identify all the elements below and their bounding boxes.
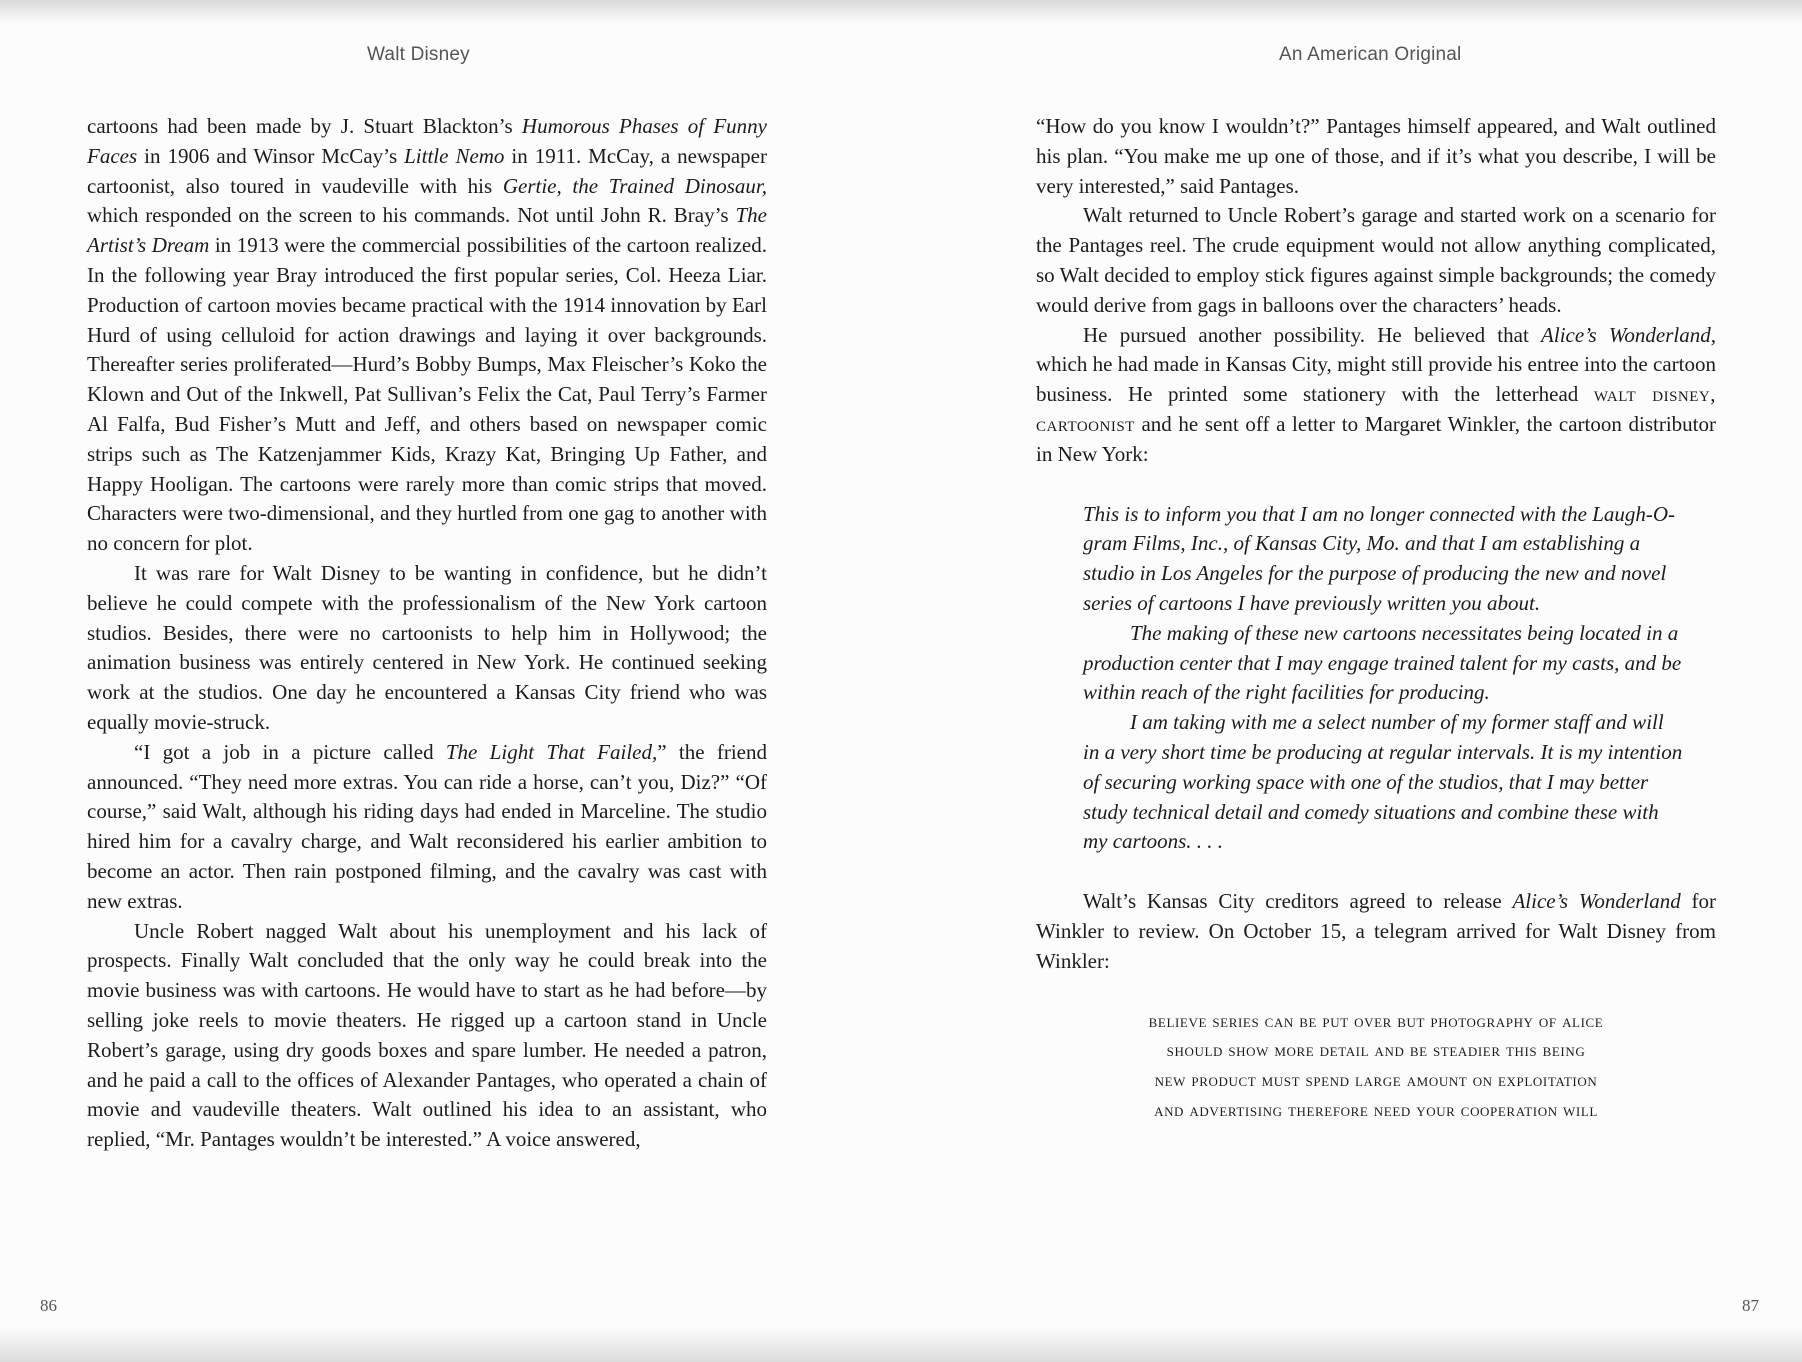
body-paragraph: [1036, 321, 1716, 470]
body-paragraph: [87, 112, 767, 559]
text-run: in 1906 and Winsor McCay’s: [137, 143, 405, 168]
telegram-line: and advertising therefore need your cooperation will: [1154, 1099, 1598, 1121]
page-number-right: 87: [1742, 1296, 1759, 1315]
body-paragraph: [87, 738, 767, 917]
text-run: which he had made in Kansas City, might still provide his entree into the cartoon business. He printed some stationery with the letterhead: [1036, 352, 1716, 407]
letter-paragraph: The making of these new cartoons necessitates being located in a production center that I may engage trained talent for my casts, and be within reach of the right facilities for producing.: [1083, 620, 1682, 705]
body-paragraph: [1036, 887, 1716, 976]
letter-paragraph: I am taking with me a select number of my former staff and will in a very short time be producing at regular intervals. It is my intention of securing working space with one of the studios, that I may better study technical detail and comedy situations and combine these with my cartoons. . . .: [1083, 710, 1683, 854]
telegram-line: believe series can be put over but photography of alice: [1148, 1010, 1604, 1032]
body-paragraph: Uncle Robert nagged Walt about his unemployment and his lack of prospects. Finally Walt concluded that the only way he could break into the movie business was with cartoons. He would have to start as he had before—by selling joke reels to movie theaters. He rigged up a cartoon stand in Uncle Robert’s garage, using dry goods boxes and spare lumber. He needed a patron, and he paid a call to the offices of Alexander Pantages, who operated a chain of movie and vaudeville theaters. Walt outlined his idea to an assistant, who replied, “Mr. Pantages wouldn’t be interested.” A voice answered,: [87, 918, 767, 1152]
telegram-line: new product must spend large amount on exploitation: [1154, 1070, 1598, 1092]
body-paragraph: It was rare for Walt Disney to be wanting in confidence, but he didn’t believe he could compete with the professionalism of the New York cartoon studios. Besides, there were no cartoonists to help him in Hollywood; the animation business was entirely centered in New York. He continued seeking work at the studios. One day he encountered a Kansas City friend who was equally movie-struck.: [87, 560, 767, 734]
telegram-line: should show more detail and be steadier this being: [1166, 1040, 1586, 1062]
text-run: He pursued another possibility. He believed that: [1083, 322, 1542, 347]
text-run: “I got a job in a picture called: [134, 739, 446, 764]
text-run: for Winkler to review. On October 15, a telegram arrived for Walt Disney from Winkler:: [1036, 889, 1716, 973]
quoted-letter: [1083, 500, 1683, 858]
text-run: which responded on the screen to his commands. Not until John R. Bray’s: [87, 203, 736, 228]
text-run: in 1911. McCay, a newspaper cartoonist, also toured in vaudeville with his: [87, 143, 767, 198]
body-paragraph: Walt returned to Uncle Robert’s garage and started work on a scenario for the Pantages reel. The crude equipment would not allow anything complicated, so Walt decided to employ stick figures against simple backgrounds; the comedy would derive from gags in balloons over the characters’ heads.: [1036, 203, 1716, 317]
right-page: [901, 0, 1802, 1362]
letter-paragraph: This is to inform you that I am no longer connected with the Laugh-O-gram Films, Inc., of Kansas City, Mo. and that I am establishing a studio in Los Angeles for the purpose of producing the new and novel series of cartoons I have previously written you about.: [1083, 501, 1676, 615]
telegram-quote: [1036, 1007, 1716, 1126]
film-title: The Artist’s Dream: [87, 203, 767, 258]
left-page-body: [87, 112, 767, 1155]
text-run: Walt’s Kansas City creditors agreed to release: [1083, 889, 1513, 914]
text-run: ” the friend announced. “They need more extras. You can ride a horse, can’t you, Diz?” “Of course,” said Walt, although his riding days had ended in Marceline. The studio hired him for a cavalry charge, and Walt reconsidered his earlier ambition to become an actor. Then rain postponed filming, and the cavalry was cast with new extras.: [87, 739, 767, 913]
text-run: in 1913 were the commercial possibilities of the cartoon realized. In the following year Bray introduced the first popular series, Col. Heeza Liar. Production of cartoon movies became practical with the 1914 innovation by Earl Hurd of using celluloid for action drawings and laying it over backgrounds. Thereafter series proliferated—Hurd’s Bobby Bumps, Max Fleischer’s Koko the Klown and Out of the Inkwell, Pat Sullivan’s Felix the Cat, Paul Terry’s Farmer Al Falfa, Bud Fisher’s Mutt and Jeff, and others based on newspaper comic strips such as The Katzenjammer Kids, Krazy Kat, Bringing Up Father, and Happy Hooligan. The cartoons were rarely more than comic strips that moved. Characters were two-dimensional, and they hurtled from one gag to another with no concern for plot.: [87, 233, 767, 556]
film-title: The Light That Failed,: [445, 739, 658, 764]
film-title: Humorous Phases of Funny Faces: [87, 114, 767, 168]
film-title: Alice’s Wonderland: [1512, 889, 1681, 914]
film-title: Gertie, the Trained Dinosaur,: [502, 173, 767, 198]
body-paragraph: “How do you know I wouldn’t?” Pantages himself appeared, and Walt outlined his plan. “You make me up one of those, and if it’s what you describe, I will be very interested,” said Pantages.: [1036, 114, 1716, 198]
running-head-left: Walt Disney: [367, 44, 470, 65]
letterhead-text: walt disney, cartoonist: [1036, 382, 1716, 436]
film-title: Alice’s Wonderland,: [1541, 322, 1716, 347]
text-run: cartoons had been made by J. Stuart Blackton’s: [87, 114, 522, 138]
page-number-left: 86: [40, 1296, 57, 1315]
text-run: and he sent off a letter to Margaret Winkler, the cartoon distributor in New York:: [1036, 411, 1716, 466]
running-head-right: An American Original: [1279, 44, 1462, 65]
film-title: Little Nemo: [404, 143, 505, 168]
right-page-body: [1036, 112, 1716, 1126]
